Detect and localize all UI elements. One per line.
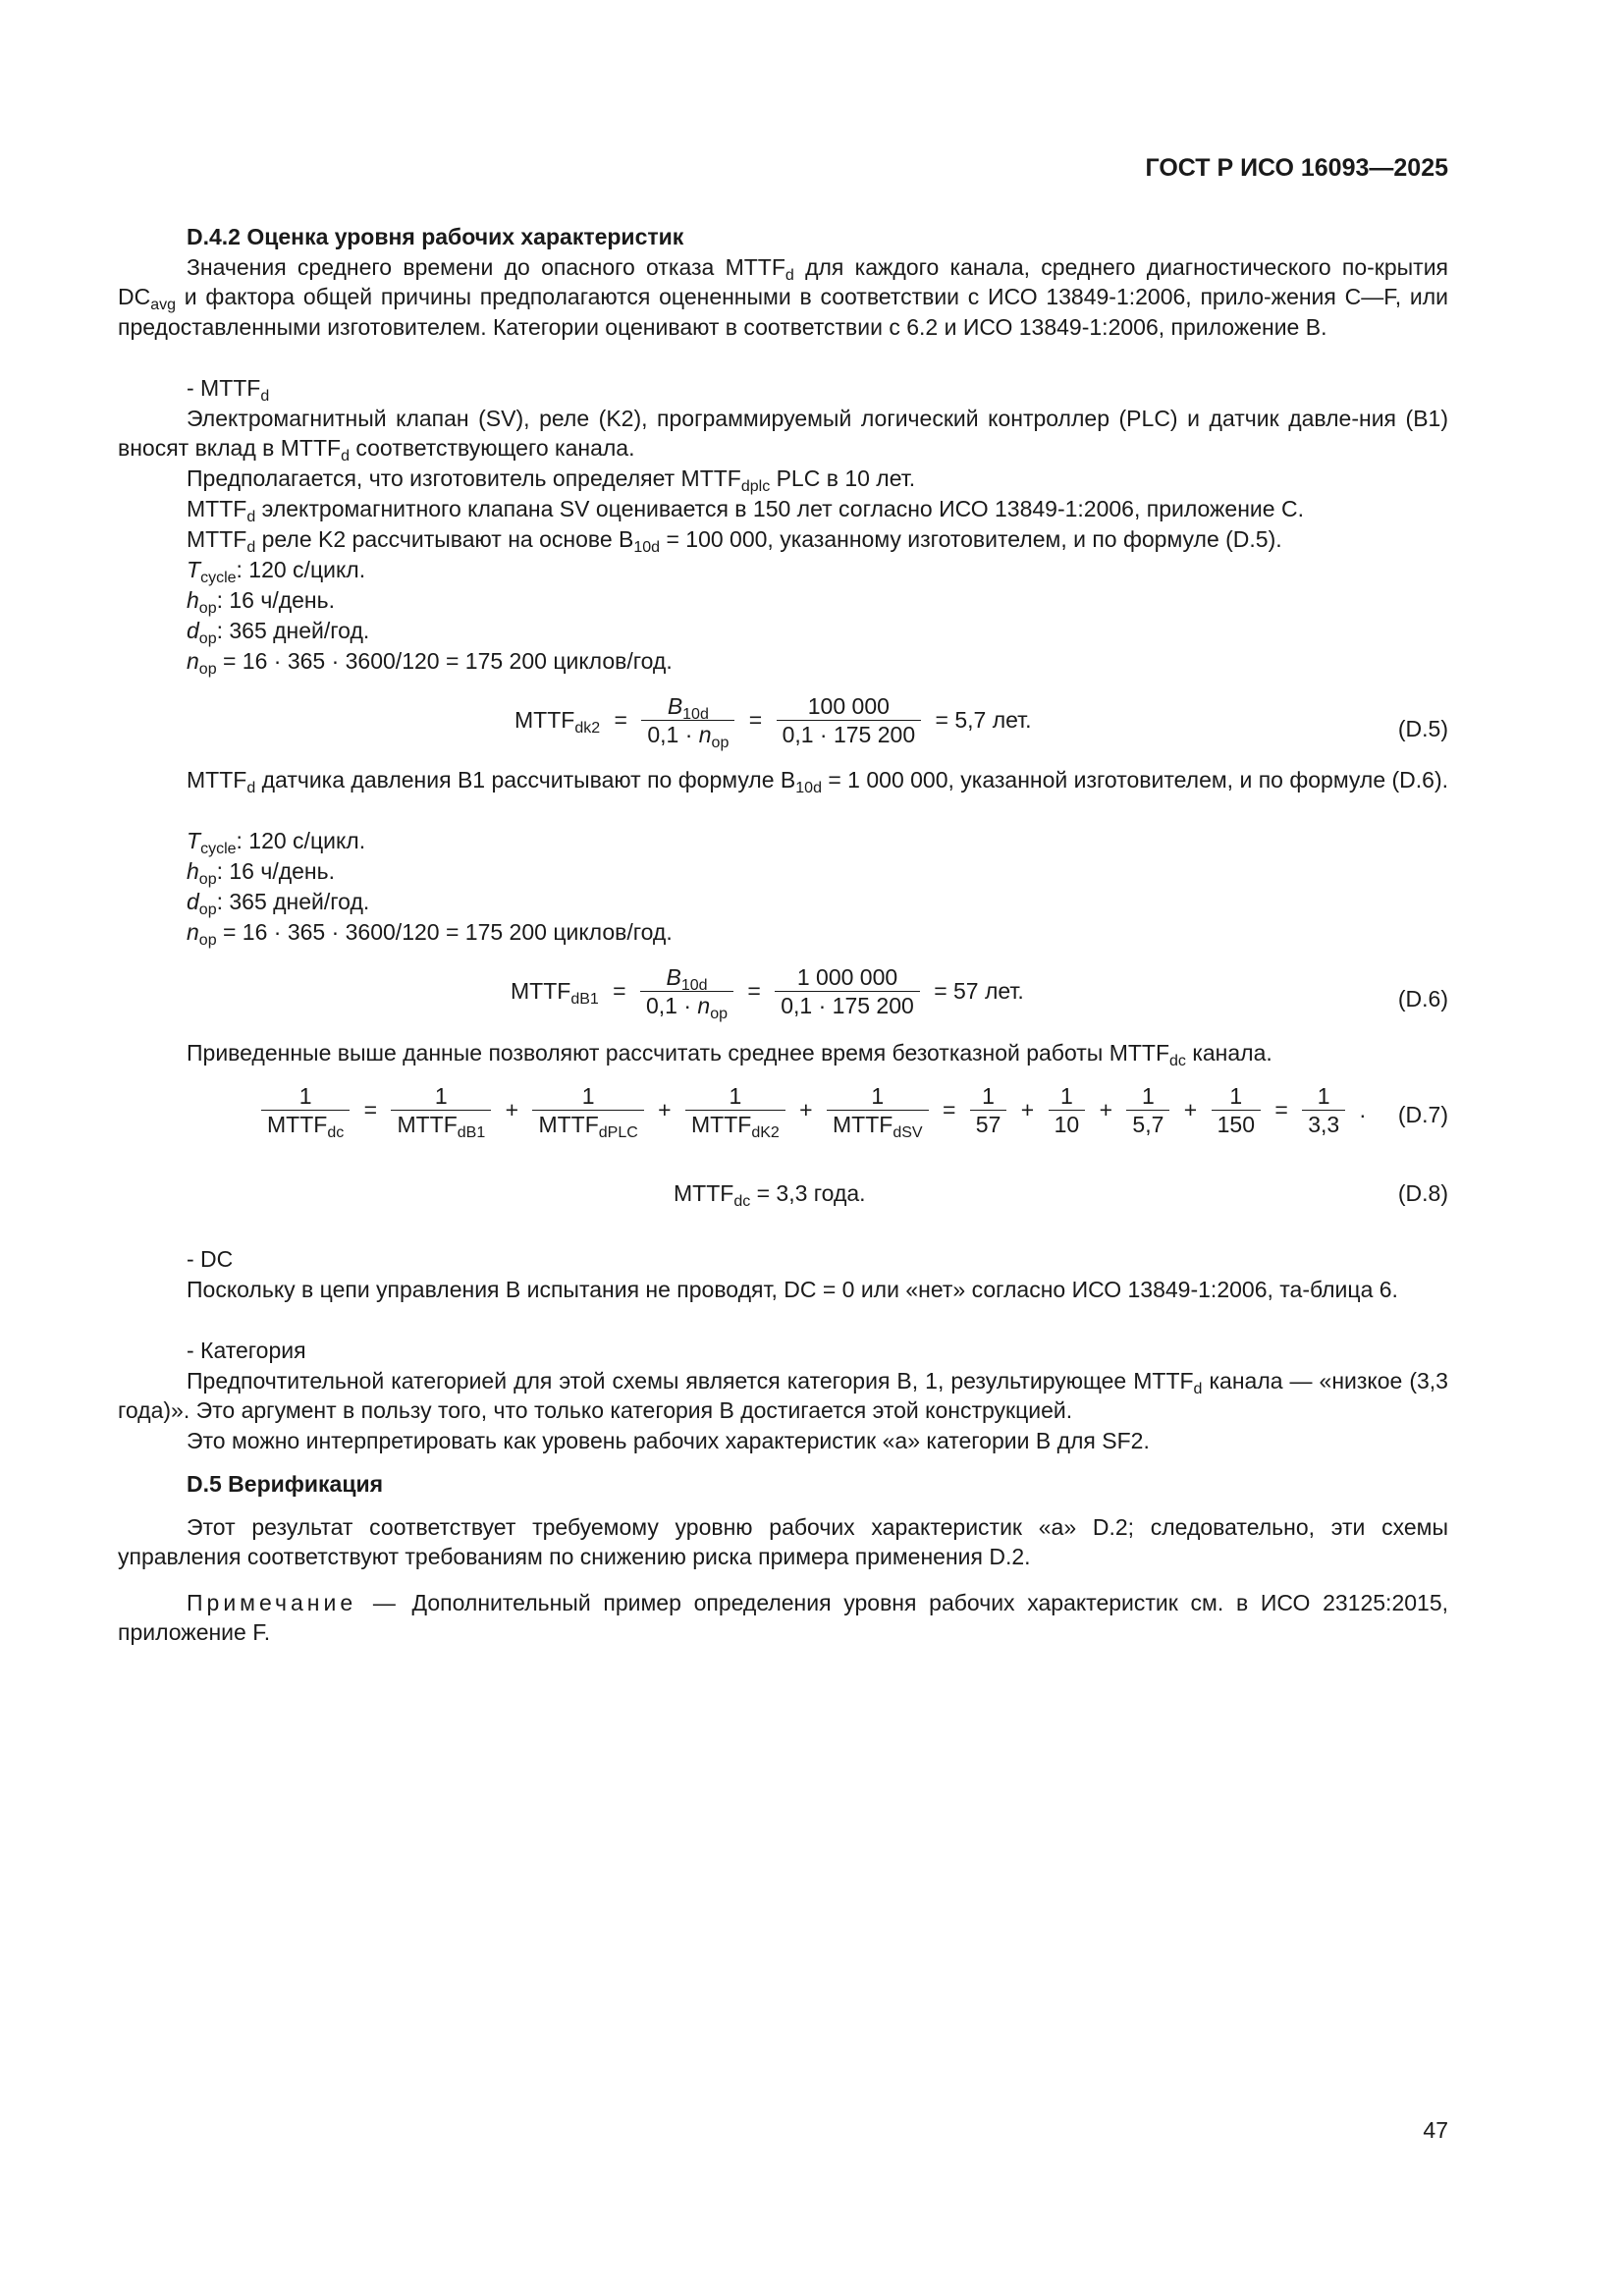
standard-header: ГОСТ Р ИСО 16093—2025 <box>1145 154 1448 182</box>
equation-label-d6: (D.6) <box>1397 986 1448 1011</box>
param-d-op-2: $d_{op}$: 365 дней/год. <box>187 889 370 918</box>
fraction-1-over-10: $\frac{1}{10}$ <box>1049 1082 1086 1138</box>
list-item-dc: - DC <box>187 1246 234 1272</box>
paragraph-k2: $MTTF_d$ реле K2 рассчитывают на основе $B_{10d} = 100$ 000, указанному изготовителем, и по формуле (D.5). <box>187 526 1282 556</box>
page-number: 47 <box>1423 2117 1448 2143</box>
fraction-1-over-mttfdplc: $\frac{1}{MTTF_{dPLC}}$ <box>532 1082 643 1138</box>
equation-d7: $\frac{1}{MTTF_{dc}}$ = $\frac{1}{MTTF_{dB1}}$ + $\frac{1}{MTTF_{dPLC}}$ + $\frac{1}{MTTF_{dK2}}$ + $\frac{1}{MTTF_{dSV}}$ = $\frac{1}{57}$ + $\frac{1}{10}$ + $\frac{1}{5,7}$ + $\frac{1}{150}$ = $\frac{1}{3,3}$ . <box>257 1082 1370 1138</box>
fraction-1-over-57: $\frac{1}{57}$ <box>970 1082 1007 1138</box>
fraction-b10d-over-nop: $\frac{B_{10d}}{0,1 \cdot n_{op}}$ <box>641 692 734 748</box>
equation-label-d7: (D.7) <box>1397 1102 1448 1127</box>
fraction-numeric: $\frac{100 000}{0,1 \cdot 175 200}$ <box>777 692 922 748</box>
paragraph-dc: Поскольку в цепи управления B испытания не проводят, DC = 0 или «нет» согласно ИСО 13849-1:2006, та-блица 6. <box>187 1277 1398 1302</box>
paragraph-verification: Этот результат соответствует требуемому уровню рабочих характеристик «а» D.2; следовательно, эти схемы управления соответствуют требованиям по снижению риска примера применения D.2. <box>118 1514 1448 1570</box>
paragraph-category: Предпочтительной категорией для этой схемы является категория В, 1, результирующее $MTTF_d$ канала — «низкое (3,3 года)». Это аргумент в пользу того, что только категория В достигается этой конструкцией. <box>118 1368 1448 1424</box>
fraction-1-over-mttfdc: $\frac{1}{MTTF_{dc}}$ <box>261 1082 350 1138</box>
fraction-1-over-mttfdb1: $\frac{1}{MTTF_{dB1}}$ <box>391 1082 491 1138</box>
fraction-b10d-over-nop: $\frac{B_{10d}}{0,1 \cdot n_{op}}$ <box>640 963 733 1019</box>
list-item-mttfd: - $MTTF_d$ <box>187 375 270 405</box>
paragraph-mttf-intro: Значения среднего времени до опасного отказа $MTTF_d$ для каждого канала, среднего диагностического по-крытия $DC_{avg}$ и фактора общей причины предполагаются оцененными в соответствии с ИСО 13849-1:2006, прило-жения C—F, или предоставленными изготовителем. Категории оценивают в соответствии с 6.2 и ИСО 13849-1:2006, приложение B. <box>118 254 1449 340</box>
fraction-1-over-mttfdk2: $\frac{1}{MTTF_{dK2}}$ <box>685 1082 785 1138</box>
paragraph-b1: $MTTF_d$ датчика давления B1 рассчитывают по формуле $B_{10d} = 1$ 000 000, указанной изготовителем, и по формуле (D.6). <box>187 767 1449 796</box>
section-title-d5: D.5 Верификация <box>187 1471 384 1497</box>
param-n-op-2: $n_{op} = 16 \cdot 365 \cdot 3600/120 = 175$ 200 циклов/год. <box>187 919 673 949</box>
fraction-1-over-150: $\frac{1}{150}$ <box>1212 1082 1261 1138</box>
param-h-op: $h_{op}$: 16 ч/день. <box>187 587 336 617</box>
paragraph-components: Электромагнитный клапан (SV), реле (K2), программируемый логический контроллер (PLC) и датчик давле-ния (B1) вносят вклад в $MTTF_d$ соответствующего канала. <box>118 406 1448 465</box>
list-item-category: - Категория <box>187 1338 306 1363</box>
equation-d6: $MTTF_{dB1}$ = $\frac{B_{10d}}{0,1 \cdot n_{op}}$ = $\frac{1 000 000}{0,1 \cdot 175 200}$ = 57 лет. <box>511 964 1024 1022</box>
equation-label-d5: (D.5) <box>1397 716 1448 741</box>
equation-label-d8: (D.8) <box>1397 1180 1448 1206</box>
param-h-op-2: $h_{op}$: 16 ч/день. <box>187 858 336 888</box>
fraction-1-over-mttfdsv: $\frac{1}{MTTF_{dSV}}$ <box>827 1082 929 1138</box>
equation-d8: $MTTF_{dc} = 3,3$ года. <box>674 1180 866 1210</box>
section-title-d42: D.4.2 Оценка уровня рабочих характеристик <box>187 224 684 249</box>
param-d-op: $d_{op}$: 365 дней/год. <box>187 618 370 647</box>
param-n-op: $n_{op} = 16 \cdot 365 \cdot 3600/120 = 175$ 200 циклов/год. <box>187 648 673 678</box>
note: Примечание — Дополнительный пример определения уровня рабочих характеристик см. в ИСО 23125:2015, приложение F. <box>118 1590 1448 1646</box>
param-t-cycle-2: $T_{cycle}$: 120 с/цикл. <box>187 828 366 857</box>
paragraph-plc: Предполагается, что изготовитель определяет $MTTF_{dplc}$ PLC в 10 лет. <box>187 465 916 495</box>
fraction-1-over-5-7: $\frac{1}{5,7}$ <box>1126 1082 1169 1138</box>
param-t-cycle: $T_{cycle}$: 120 с/цикл. <box>187 557 366 586</box>
fraction-1-over-3-3: $\frac{1}{3,3}$ <box>1302 1082 1345 1138</box>
paragraph-mttfdc-intro: Приведенные выше данные позволяют рассчитать среднее время безотказной работы $MTTF_{dc}$ канала. <box>187 1040 1272 1069</box>
paragraph-sv: $MTTF_d$ электромагнитного клапана SV оценивается в 150 лет согласно ИСО 13849-1:2006, приложение С. <box>187 496 1304 525</box>
paragraph-category-interpretation: Это можно интерпретировать как уровень рабочих характеристик «а» категории В для SF2. <box>187 1428 1150 1453</box>
equation-d5: $MTTF_{dk2}$ = $\frac{B_{10d}}{0,1 \cdot n_{op}}$ = $\frac{100 000}{0,1 \cdot 175 200}$ = 5,7 лет. <box>514 693 1032 751</box>
fraction-numeric: $\frac{1 000 000}{0,1 \cdot 175 200}$ <box>775 963 920 1019</box>
